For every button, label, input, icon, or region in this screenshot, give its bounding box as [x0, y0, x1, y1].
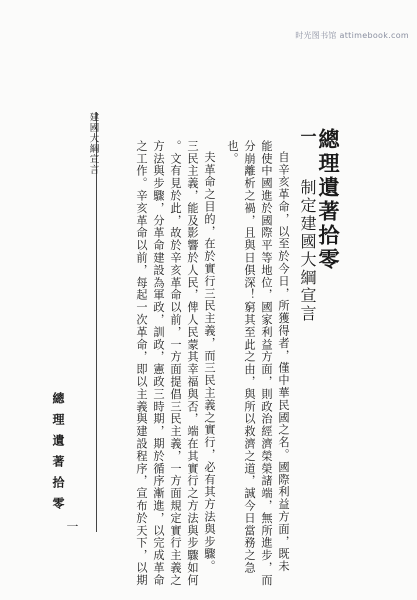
section-title: 制定建國大綱宣言: [298, 179, 317, 323]
watermark-text: 时光图书馆 attimebook.com: [295, 31, 409, 40]
section-number: 一: [298, 128, 317, 145]
section-heading: [299, 128, 315, 323]
body-column: 也。: [226, 140, 239, 165]
header-rule: [96, 112, 97, 532]
page-title: 總理遺著拾零: [316, 128, 341, 272]
page-number: 一: [65, 520, 79, 532]
body-column: 自辛亥革命，以至於今日，所獲得者，僅中華民國之名。國際利益方面，既未: [277, 151, 290, 573]
running-header: 建國大綱宣言: [87, 112, 99, 175]
body-column: 三民主義，能及影響於人民，俾人民蒙其幸福與否，端在其實行之方法與步驟如何: [186, 140, 199, 587]
footer-title: 總理遺著拾零: [51, 392, 65, 518]
body-column: 能使中國進於國際平等地位，國家利益方面，則政治經濟榮榮諸端，無所進步，而: [260, 140, 273, 587]
body-column: 夫革命之目的，在於實行三民主義，而三民主義之實行，必有其方法與步驟。: [203, 151, 216, 573]
body-column: 之工作。辛亥革命以前，每起一次革命，即以主義與建設程序，宣布於天下，以期: [135, 140, 148, 587]
body-column: 方法與步驟，分革命建設為軍政，訓政，憲政三時期，期於循序漸進，以完成革命: [152, 140, 165, 587]
body-column: 分崩離析之禍，且與日俱深！窮其至此之由，與所以救濟之道，誠今日當務之急: [243, 140, 256, 574]
body-column: 。文有見於此，故於辛亥革命以前，一方面提倡三民主義，一方面規定實行主義之: [169, 140, 182, 587]
